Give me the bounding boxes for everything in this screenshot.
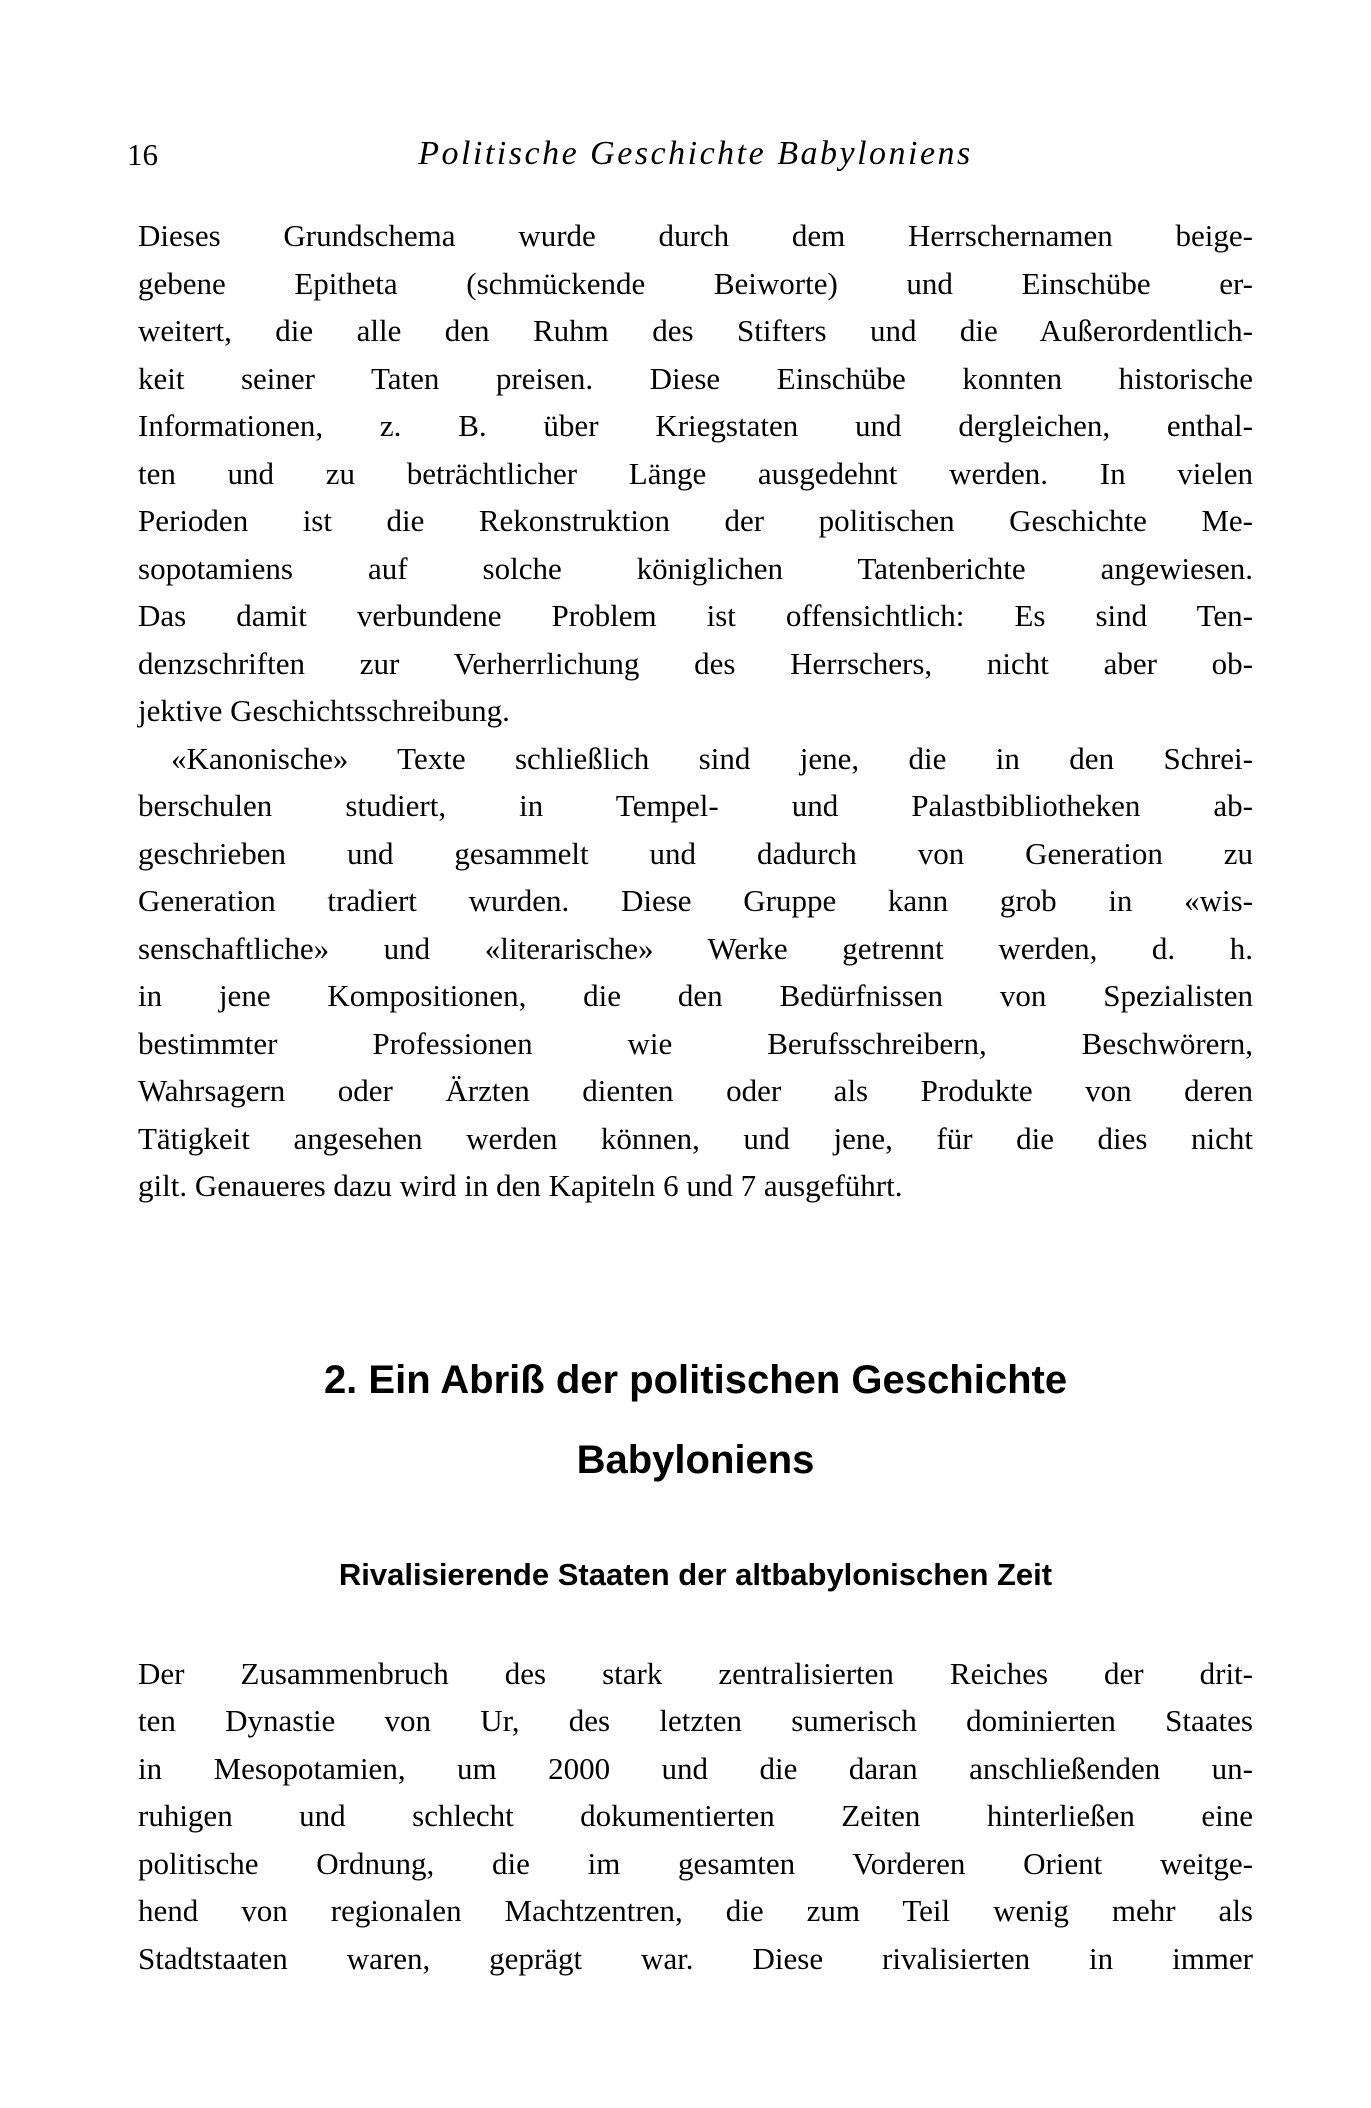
text-line: politische Ordnung, die im gesamten Vorderen Orient weitge- [138, 1845, 1253, 1881]
text-line: gebene Epitheta (schmückende Beiworte) und Einschübe er- [138, 265, 1253, 301]
text-line: jektive Geschichtsschreibung. [138, 693, 510, 728]
paragraph-2 [138, 735, 1253, 1210]
text-line: sopotamiens auf solche königlichen Tatenberichte angewiesen. [138, 550, 1253, 586]
text-line: ruhigen und schlecht dokumentierten Zeiten hinterließen eine [138, 1798, 1253, 1833]
running-title: Politische Geschichte Babyloniens [418, 135, 973, 172]
section-heading-line-1: 2. Ein Abriß der politischen Geschichte [323, 1357, 1068, 1402]
text-line: «Kanonische» Texte schließlich sind jene, die in den Schrei- [171, 740, 1253, 776]
text-line: berschulen studiert, in Tempel- und Palastbibliotheken ab- [138, 788, 1253, 823]
text-line: senschaftliche» und «literarische» Werke getrennt werden, d. h. [138, 930, 1253, 966]
text-line: geschrieben und gesammelt und dadurch von Generation zu [138, 835, 1253, 871]
page-header [127, 135, 1253, 172]
text-line: denzschriften zur Verherrlichung des Herrschers, nicht aber ob- [138, 645, 1253, 681]
text-line: gilt. Genaueres dazu wird in den Kapiteln 6 und 7 ausgeführt. [138, 1168, 903, 1203]
text-line: Stadtstaaten waren, geprägt war. Diese rivalisierten in immer [138, 1940, 1253, 1976]
text-line: bestimmter Professionen wie Berufsschreibern, Beschwörern, [138, 1025, 1253, 1061]
text-line: ten und zu beträchtlicher Länge ausgedehnt werden. In vielen [138, 455, 1253, 491]
text-line: in jene Kompositionen, die den Bedürfnissen von Spezialisten [138, 978, 1253, 1013]
section-heading [138, 1340, 1253, 1500]
text-line: hend von regionalen Machtzentren, die zum Teil wenig mehr als [138, 1893, 1253, 1928]
text-line: Dieses Grundschema wurde durch dem Herrschernamen beige- [138, 218, 1253, 253]
text-line: Der Zusammenbruch des stark zentralisierten Reiches der drit- [138, 1655, 1253, 1691]
paragraph-3 [138, 1650, 1253, 1983]
text-line: Perioden ist die Rekonstruktion der politischen Geschichte Me- [138, 503, 1253, 538]
text-line: keit seiner Taten preisen. Diese Einschübe konnten historische [138, 360, 1253, 396]
text-line: in Mesopotamien, um 2000 und die daran anschließenden un- [138, 1750, 1253, 1786]
paragraph-1 [138, 212, 1253, 735]
text-line: Das damit verbundene Problem ist offensichtlich: Es sind Ten- [138, 598, 1253, 633]
text-line: weitert, die alle den Ruhm des Stifters und die Außerordentlich- [138, 313, 1253, 348]
text-line: ten Dynastie von Ur, des letzten sumerisch dominierten Staates [138, 1703, 1253, 1738]
page-number: 16 [127, 137, 158, 172]
text-line: Tätigkeit angesehen werden können, und jene, für die dies nicht [138, 1120, 1253, 1156]
section-heading-line-2: Babyloniens [576, 1437, 815, 1482]
text-line: Wahrsagern oder Ärzten dienten oder als Produkte von deren [138, 1073, 1253, 1108]
subsection-heading: Rivalisierende Staaten der altbabylonischen Zeit [338, 1556, 1053, 1592]
text-line: Informationen, z. B. über Kriegstaten und dergleichen, enthal- [138, 408, 1253, 443]
text-line: Generation tradiert wurden. Diese Gruppe kann grob in «wis- [138, 883, 1253, 918]
